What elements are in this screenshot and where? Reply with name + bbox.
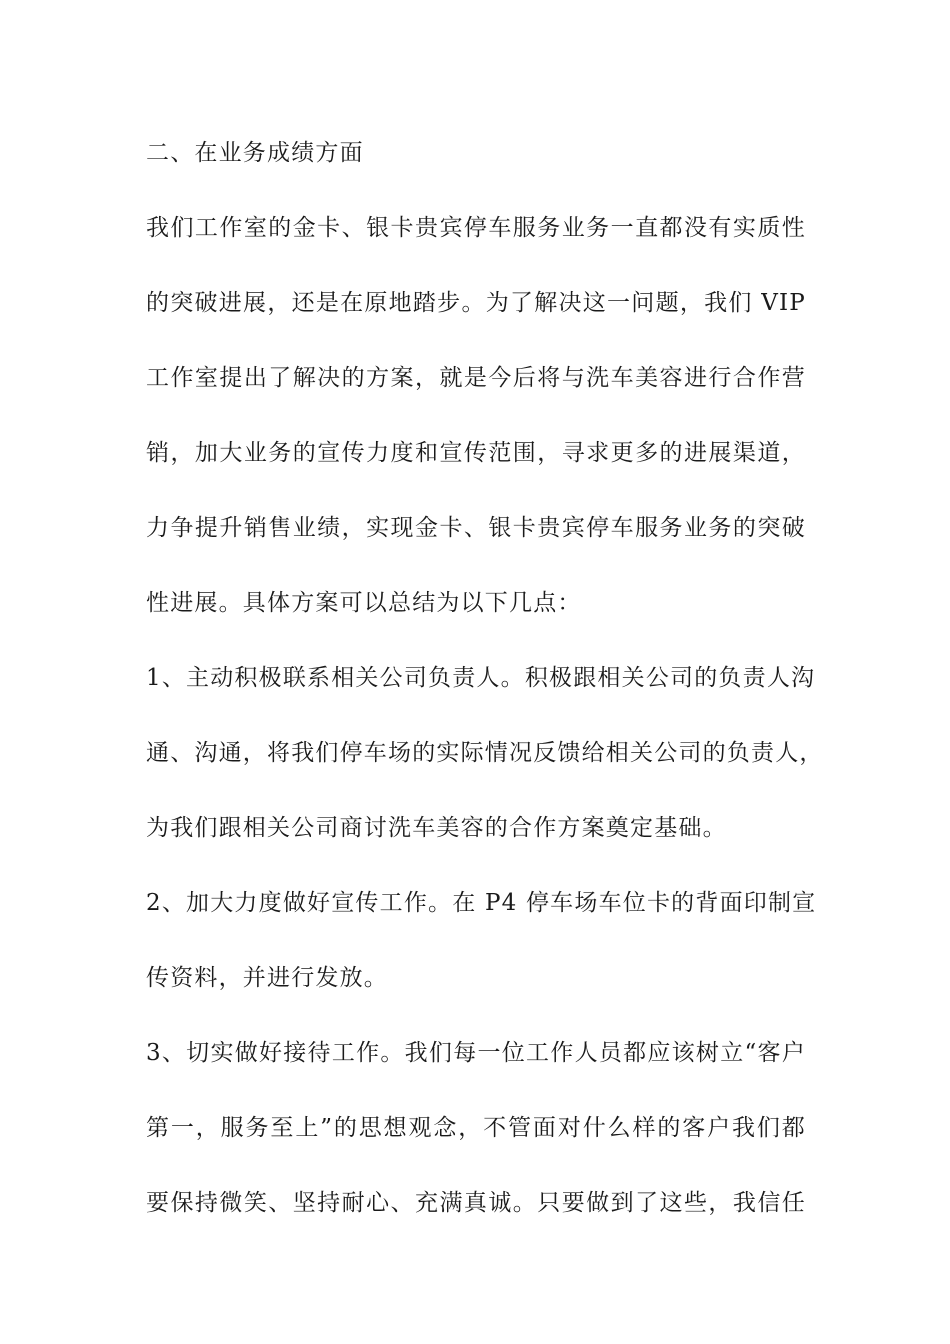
list-item-line: 要保持微笑、坚持耐心、充满真诚。只要做到了这些，我信任	[146, 1190, 806, 1216]
paragraph-line: 力争提升销售业绩，实现金卡、银卡贵宾停车服务业务的突破	[146, 515, 806, 541]
list-item-line: 3、切实做好接待工作。我们每一位工作人员都应该树立“客户	[146, 1040, 806, 1066]
list-item-line: 传资料，并进行发放。	[146, 965, 388, 991]
list-item-line: 1、主动积极联系相关公司负责人。积极跟相关公司的负责人沟	[146, 665, 816, 691]
list-item-line: 为我们跟相关公司商讨洗车美容的合作方案奠定基础。	[146, 815, 727, 841]
section-heading: 二、在业务成绩方面	[146, 140, 364, 166]
paragraph-line: 销，加大业务的宣传力度和宣传范围，寻求更多的进展渠道，	[146, 440, 806, 466]
paragraph-line: 性进展。具体方案可以总结为以下几点：	[146, 590, 582, 616]
paragraph-line: 工作室提出了解决的方案，就是今后将与洗车美容进行合作营	[146, 365, 806, 391]
paragraph-line: 我们工作室的金卡、银卡贵宾停车服务业务一直都没有实质性	[146, 215, 806, 241]
list-item-line: 通、沟通，将我们停车场的实际情况反馈给相关公司的负责人，	[146, 740, 824, 766]
list-item-line: 2、加大力度做好宣传工作。在 P4 停车场车位卡的背面印制宣	[146, 890, 817, 916]
list-item-line: 第一，服务至上”的思想观念，不管面对什么样的客户我们都	[146, 1115, 806, 1141]
paragraph-line: 的突破进展，还是在原地踏步。为了解决这一问题，我们 VIP	[146, 290, 806, 316]
